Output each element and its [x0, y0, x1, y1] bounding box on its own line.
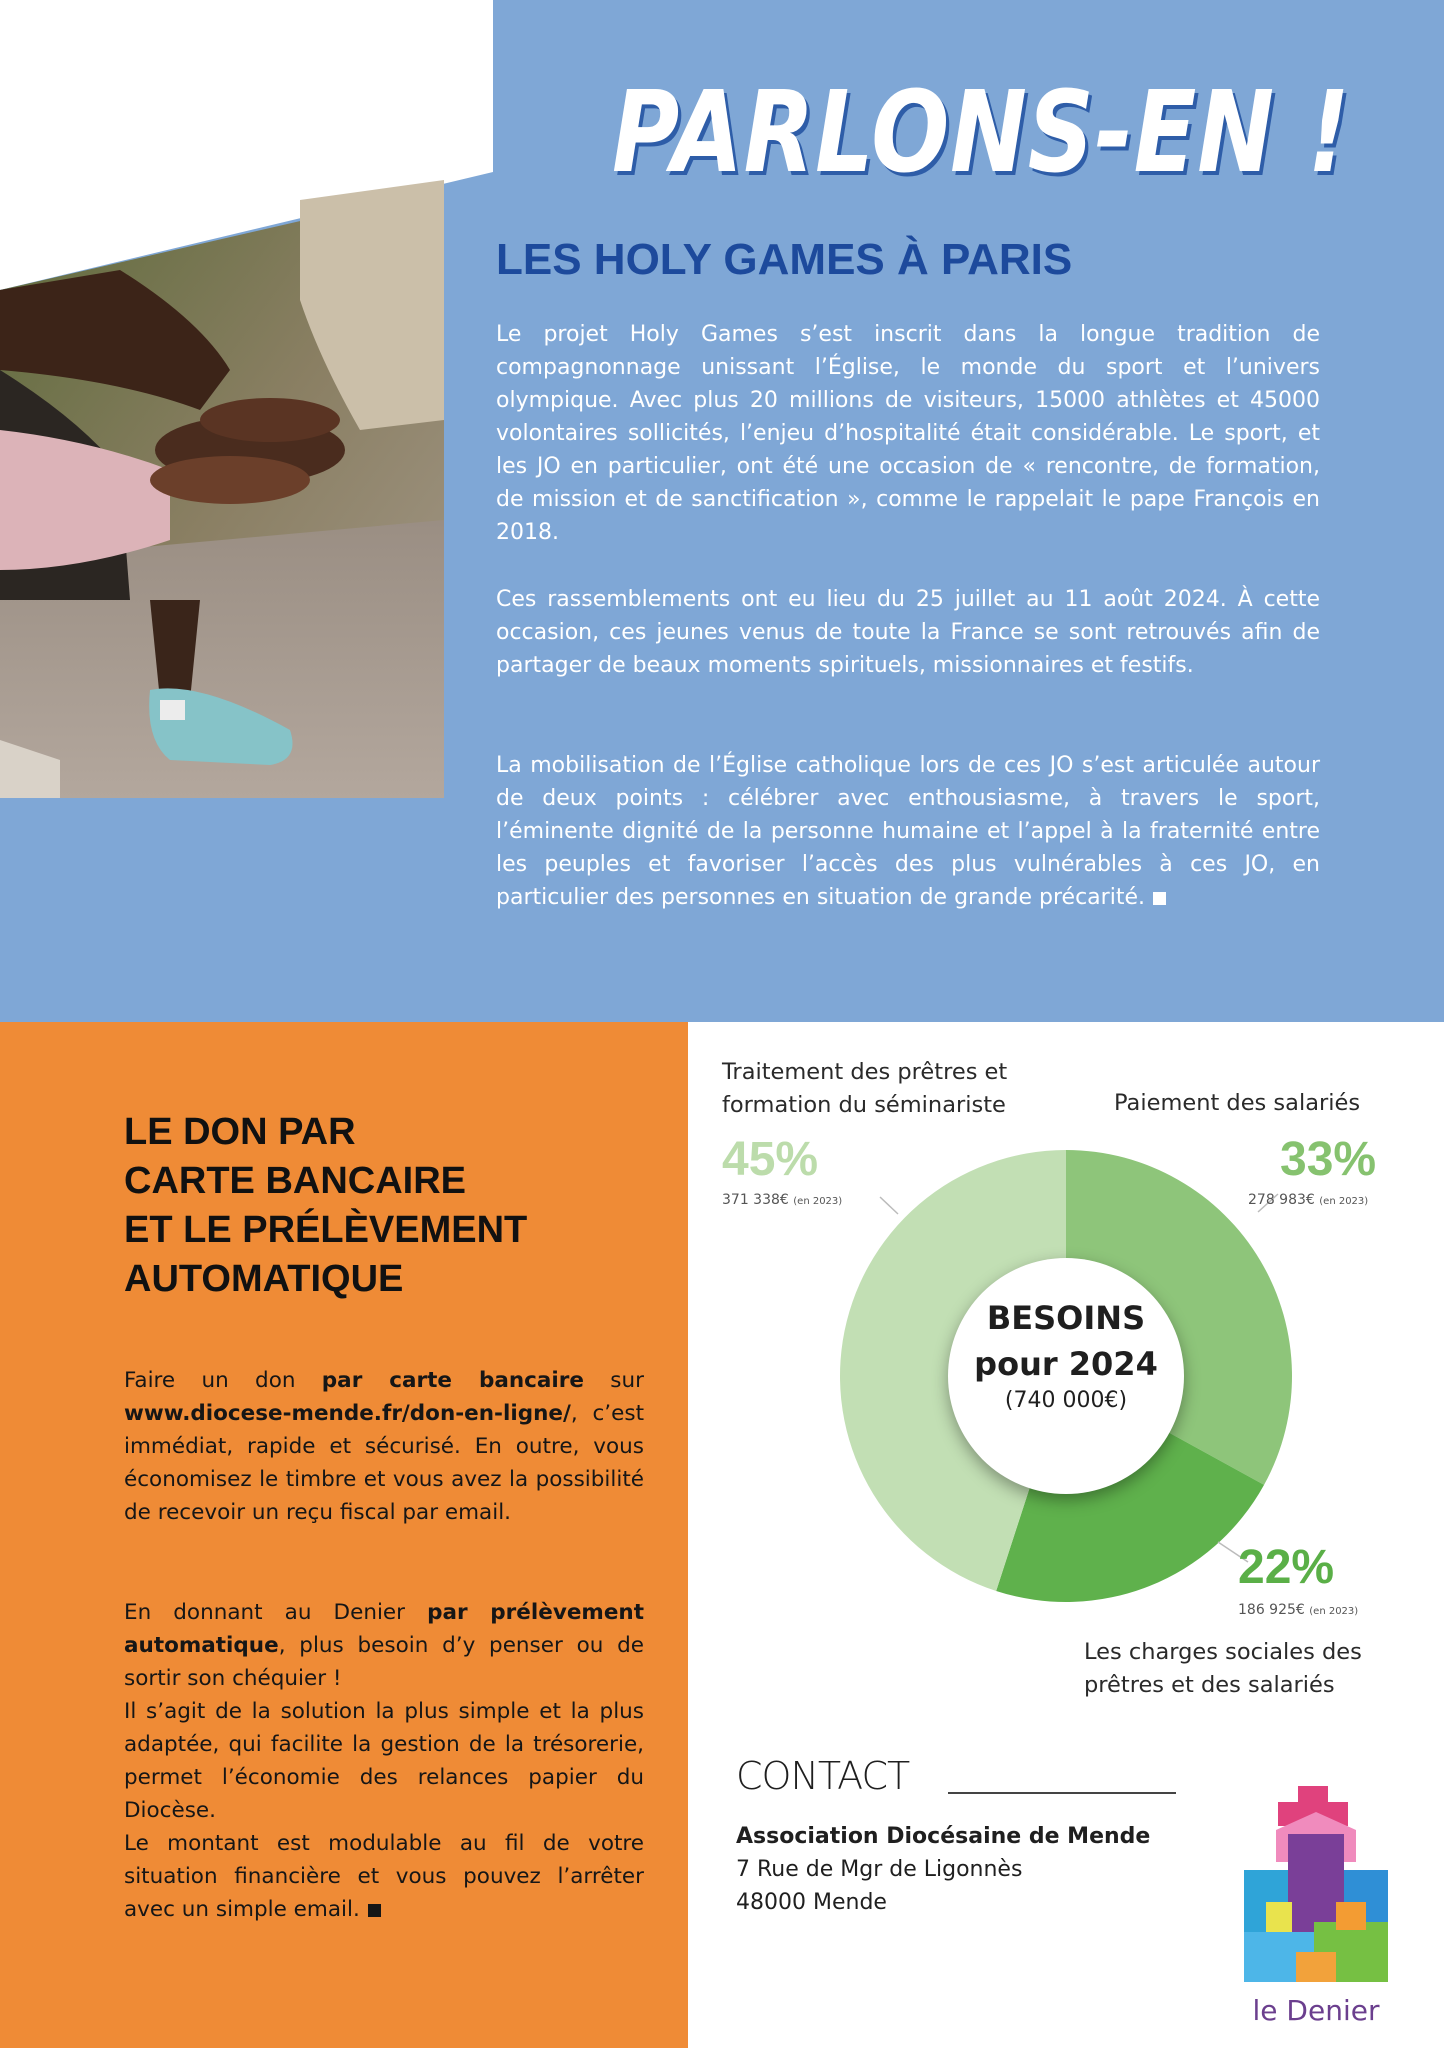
text: Le montant est modulable au fil de votre situation financière et vous pouvez l’arrêter avec un simple email.	[124, 1831, 644, 1922]
holy-games-paragraph-3	[496, 749, 1320, 914]
chart-amount-label	[1238, 1600, 1358, 1622]
photo-stacked-hands	[0, 0, 444, 798]
bold-text: par prélèvement automatique	[124, 1600, 644, 1658]
chart-amount-label	[1248, 1190, 1368, 1212]
donation-link[interactable]: www.diocese-mende.fr/don-en-ligne/	[124, 1401, 571, 1426]
amount-note: (en 2023)	[1309, 1606, 1359, 1617]
contact-address-line: 48000 Mende	[736, 1890, 887, 1915]
contact-title: CONTACT	[736, 1754, 910, 1798]
don-paragraph-1	[124, 1364, 644, 1529]
text: , c’est immédiat, rapide et sécurisé. En outre, vous économisez le timbre et vous avez la possibilité de recevoir un reçu fiscal par email.	[124, 1401, 644, 1525]
end-square-icon	[1153, 892, 1166, 905]
chart-percent-label: 45%	[722, 1133, 819, 1186]
holy-games-heading: LES HOLY GAMES À PARIS	[496, 235, 1073, 284]
amount-note: (en 2023)	[1319, 1196, 1369, 1207]
amount-value: 278 983€	[1248, 1192, 1315, 1208]
holy-games-paragraph-2: Ces rassemblements ont eu lieu du 25 juillet au 11 août 2024. À cette occasion, ces jeunes venus de toute la France se sont retrouvés afin de partager de beaux moments spirituels, missionnaires et festifs.	[496, 587, 1320, 678]
holy-games-paragraph-1: Le projet Holy Games s’est inscrit dans la longue tradition de compagnonnage unissant l’Église, le monde du sport et l’univers olympique. Avec plus 20 millions de visiteurs, 15000 athlètes et 45000 volontaires sollicités, l’enjeu d’hospitalité était considérable. Le sport, et les JO en particulier, ont été une occasion de « rencontre, de formation, de mission et de sanctification », comme le rappelait le pape François en 2018.	[496, 322, 1320, 545]
leader-line	[880, 1197, 898, 1214]
end-square-icon	[368, 1904, 381, 1917]
contact-divider	[948, 1792, 1176, 1794]
chart-center-line3: (740 000€)	[1004, 1388, 1128, 1413]
amount-value: 371 338€	[722, 1192, 789, 1208]
don-title-line: LE DON PAR	[124, 1111, 356, 1153]
don-title-line: AUTOMATIQUE	[124, 1258, 404, 1300]
contact-address-line: 7 Rue de Mgr de Ligonnès	[736, 1857, 1023, 1882]
chart-category-label: Paiement des salariés	[1114, 1090, 1361, 1116]
chart-category-label: Traitement des prêtres et formation du séminariste	[722, 1059, 1008, 1118]
holy-games-paragraph-3-text: La mobilisation de l’Église catholique lors de ces JO s’est articulée autour de deux points : célébrer avec enthousiasme, à travers le sport, l’éminente dignité de la personne humaine et l’appel à la fraternité entre les peuples et favoriser l’accès des plus vulnérables à ces JO, en particulier des personnes en situation de grande précarité.	[496, 753, 1320, 910]
text: En donnant au Denier	[124, 1600, 428, 1625]
chart-center-line2: pour 2024	[974, 1345, 1158, 1383]
text: , plus besoin d’y penser ou de sortir son chéquier !	[124, 1633, 644, 1691]
chart-percent-label: 33%	[1280, 1133, 1377, 1186]
logo-text: le Denier	[1252, 1994, 1380, 2027]
chart-percent-label: 22%	[1238, 1541, 1335, 1594]
chart-amount-label	[722, 1190, 842, 1212]
chart-category-label: Les charges sociales des prêtres et des salariés	[1084, 1639, 1362, 1698]
don-title-line: ET LE PRÉLÈVEMENT	[124, 1209, 528, 1251]
text: Il s’agit de la solution la plus simple et la plus adaptée, qui facilite la gestion de la trésorerie, permet l’économie des relances papier du Diocèse.	[124, 1699, 644, 1823]
amount-value: 186 925€	[1238, 1602, 1305, 1618]
don-title	[124, 1108, 644, 1304]
amount-note: (en 2023)	[793, 1196, 843, 1207]
le-denier-logo	[1236, 1782, 1396, 2022]
text: sur	[583, 1368, 644, 1393]
page-title: PARLONS-EN !	[612, 68, 1351, 198]
don-title-line: CARTE BANCAIRE	[124, 1160, 466, 1202]
contact-organisation: Association Diocésaine de Mende	[736, 1824, 1151, 1849]
don-paragraph-2	[124, 1596, 644, 1926]
text: Faire un don	[124, 1368, 322, 1393]
bold-text: par carte bancaire	[321, 1368, 584, 1393]
chart-center-line1: BESOINS	[986, 1299, 1146, 1337]
